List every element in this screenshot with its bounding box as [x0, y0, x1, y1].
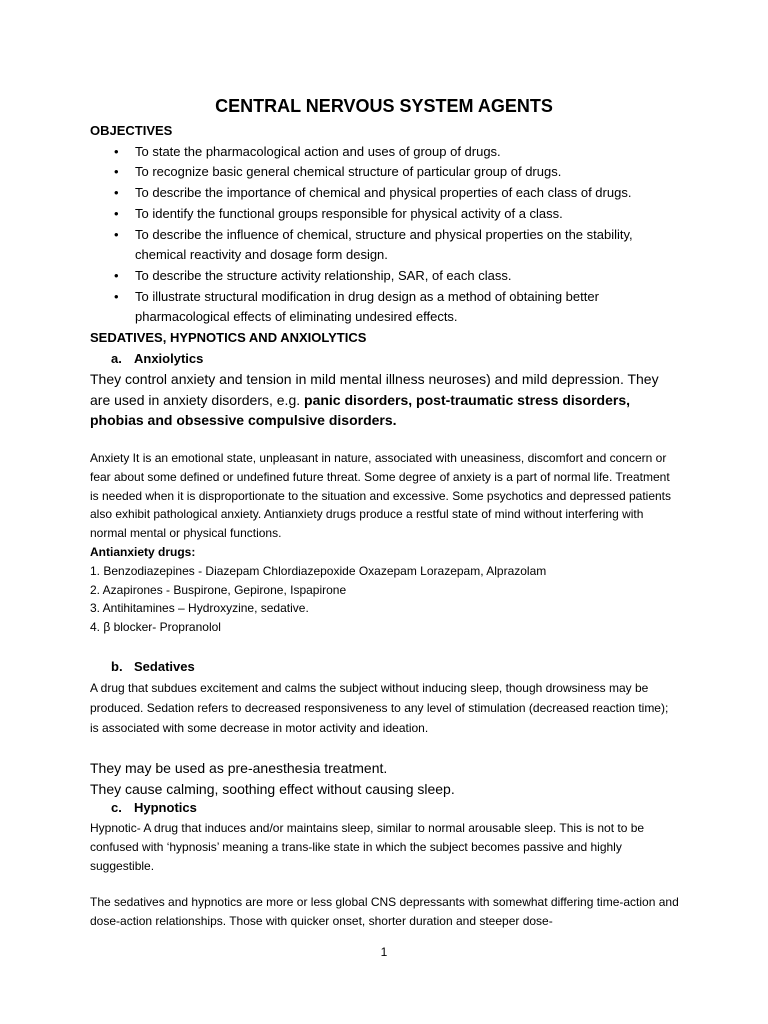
objective-item: • To illustrate structural modification in drug design as a method of obtaining better pharmacological effects of eliminating undesired effects.: [90, 287, 680, 328]
antianxiety-drugs: [90, 543, 680, 637]
subheading-label: Anxiolytics: [134, 350, 204, 366]
objective-item: • To identify the functional groups responsible for physical activity of a class.: [90, 204, 680, 225]
section-heading: SEDATIVES, HYPNOTICS AND ANXIOLYTICS: [90, 330, 367, 346]
subheading-sedatives: [90, 657, 680, 678]
objective-item: • To describe the structure activity relationship, SAR, of each class.: [90, 266, 680, 287]
hypnotics-paragraph-2: The sedatives and hypnotics are more or less global CNS depressants with somewhat differing time-action and dose-action relationships. Those with quicker onset, shorter duration and steeper dose-: [90, 895, 679, 928]
objectives-heading: OBJECTIVES: [90, 123, 173, 138]
page-number: 1: [380, 945, 388, 959]
sedatives-note: They may be used as pre-anesthesia treatment.: [90, 760, 388, 776]
objective-item: • To recognize basic general chemical structure of particular group of drugs.: [90, 162, 680, 183]
objective-item: • To describe the influence of chemical, structure and physical properties on the stability, chemical reactivity and dosage form design.: [90, 225, 680, 266]
page-title: CENTRAL NERVOUS SYSTEM AGENTS: [215, 96, 553, 116]
objectives-list: [90, 142, 680, 328]
hypnotics-paragraph: Hypnotic- A drug that induces and/or maintains sleep, similar to normal arousable sleep. This is not to be confused with ‘hypnosis’ meaning a trans-like state in which the subject becomes passive and highly suggestible.: [90, 821, 645, 873]
objective-item: • To state the pharmacological action and uses of group of drugs.: [90, 142, 680, 163]
objectives-section: [90, 121, 680, 369]
subheading-anxiolytics: [90, 349, 680, 370]
sedatives-note: They cause calming, soothing effect without causing sleep.: [90, 780, 455, 797]
objective-item: • To describe the importance of chemical and physical properties of each class of drugs.: [90, 183, 680, 204]
subheading-label: Hypnotics: [134, 800, 197, 815]
drug-item: 2. Azapirones - Buspirone, Gepirone, Ispapirone: [90, 582, 347, 597]
sedatives-paragraph: A drug that subdues excitement and calms the subject without inducing sleep, though drowsiness may be produced. Sedation refers to decreased responsiveness to any level of stimulation (decreased reaction time); is associated with some decrease in motor activity and ideation.: [90, 681, 669, 735]
sedatives-notes: [90, 758, 680, 799]
anxiolytics-intro: [90, 369, 680, 431]
subheading-hypnotics: [90, 798, 680, 819]
drug-item: 1. Benzodiazepines - Diazepam Chlordiazepoxide Oxazepam Lorazepam, Alprazolam: [90, 563, 547, 578]
antianxiety-drugs-heading: Antianxiety drugs:: [90, 545, 196, 559]
anxiolytics-intro-text: They control anxiety and tension in mild mental illness neuroses) and mild depression. They are used in anxiety disorders, e.g.: [90, 371, 659, 408]
subheading-label: Sedatives: [134, 659, 195, 674]
subheading-letter: a.: [111, 350, 122, 366]
subheading-letter: b.: [111, 659, 123, 674]
anxiolytics-intro-bold: panic disorders, post-traumatic stress disorders, phobias and obsessive compulsive disorders.: [90, 391, 631, 428]
anxiety-paragraph: Anxiety It is an emotional state, unpleasant in nature, associated with uneasiness, discomfort and concern or fear about some defined or undefined future threat. Some degree of anxiety is a part of normal life. Treatment is needed when it is disproportionate to the situation and excessive. Some psychotics and depressed patients also exhibit pathological anxiety. Antianxiety drugs produce a restful state of mind without interfering with normal mental or physical functions.: [90, 451, 672, 541]
drug-item: 3. Antihitamines – Hydroxyzine, sedative.: [90, 601, 309, 616]
subheading-letter: c.: [111, 800, 122, 815]
drug-item: 4. β blocker- Propranolol: [90, 620, 221, 635]
